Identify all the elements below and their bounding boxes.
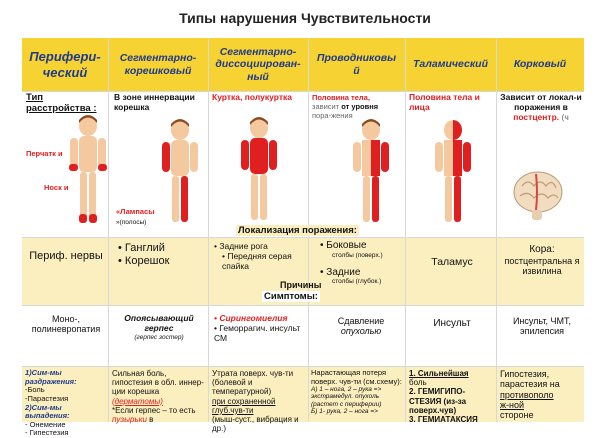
page-title: Типы нарушения Чувствительности — [179, 10, 431, 26]
polyneuropathy: Моно-, полиневропатия — [31, 314, 101, 335]
lateral-columns: Боковые — [326, 240, 367, 251]
conductive-symptoms — [311, 369, 404, 415]
from-level-label: от уровня — [339, 102, 379, 111]
peripheral-symptoms — [25, 369, 108, 438]
jacket-text: Куртка, полукуртка — [212, 92, 292, 102]
irritation-symptoms: 1)Сим-мы раздражения: — [25, 368, 77, 386]
in-label: в — [149, 414, 154, 424]
thalamic-symptoms — [409, 369, 495, 424]
contralateral-b: ж-ной — [500, 400, 525, 411]
stripes-sub: »(полосы) — [116, 219, 147, 226]
dermatomes: (дерматомы) — [112, 396, 163, 406]
herpes-sub: (герпес зостер) — [134, 333, 184, 341]
vesicles: пузырьки — [112, 414, 147, 424]
gloves-label: Перчатк и — [26, 149, 63, 158]
compression: Сдавление — [337, 316, 385, 326]
cortical-depends: Зависит от локал-и поражения в — [500, 92, 582, 112]
conductive-causes — [318, 316, 404, 337]
root-zone-text: В зоне иннервации корешка — [114, 92, 195, 112]
header-cortical: Корковый — [513, 58, 567, 71]
body-figure-peripheral — [66, 114, 110, 234]
postcentral-label: постцентр. — [513, 111, 560, 122]
dorsal-columns-sub: столбы (глубок.) — [332, 278, 382, 286]
hemihypesthesia: 2. ГЕМИГИПО-СТЕЗИЯ (из-за поверх.чув) — [409, 387, 467, 415]
header-segmental-dissociated: Сегментарно- диссоциирован- ный — [215, 45, 301, 83]
syringomyelia: Сирингомиелия — [219, 313, 288, 323]
thalamic-text: Половина тела и лица — [409, 92, 480, 112]
body-figure-dissociated — [236, 116, 282, 228]
sensitivity-table — [22, 38, 584, 438]
header-conductive: Проводниковы й — [316, 51, 397, 77]
dissociated-symptoms — [212, 369, 307, 433]
intramedullary: Б) 1- рука, 2 – нога => — [311, 407, 378, 415]
radicular-pain: Сильная боль, гипостезия в обл. иннер-ции корешка — [112, 369, 204, 397]
superficial-loss: Утрата поверх. чув-ти (болевой и температурной) — [212, 369, 294, 397]
extramedullary: А) 1 – нога, 2 – рука => экстрамедул. опухоль (растет с периферии) — [311, 386, 382, 408]
lateral-columns-sub: столбы (поверх.) — [332, 251, 383, 259]
cortex-localization — [500, 244, 584, 276]
dissociated-localization: • Задние рога • Передняя серая спайка — [214, 241, 292, 271]
cortical-text — [500, 93, 582, 122]
pain-item: -Боль — [25, 385, 45, 395]
header-peripheral: Перифери- ческий — [29, 48, 101, 80]
localization-title: Локализация поражения: — [238, 225, 357, 236]
depends-label: зависит — [312, 102, 340, 111]
spinal-stroke: Геморрагич. инсульт СМ — [214, 322, 301, 343]
numbness-item: - Онемение — [25, 419, 66, 429]
grey-commissure: Передняя серая спайка — [222, 250, 292, 271]
type-label: Тип расстройства : — [26, 92, 97, 114]
header-thalamic: Таламический — [412, 58, 488, 71]
herpes-zoster — [112, 314, 206, 341]
causes-label: Причины — [280, 280, 322, 290]
dissociated-causes: • Сирингомиелия • Геморрагич. инсульт СМ — [214, 313, 301, 343]
conductive-localization: • Боковые столбы (поверх.) • Задние столбы (глубок.) — [320, 240, 404, 285]
tumor: опухолью — [340, 326, 382, 337]
body-figure-conductive — [348, 118, 394, 228]
deep-sense-types: (мыш-суст., вибрация и др.) — [212, 414, 299, 434]
progressive-loss: Нарастающая потеря поверх. чув-ти (см.схему): — [311, 368, 402, 386]
deep-preserved: при сохраненной глуб.чув-ти — [212, 396, 276, 415]
hypesthesia-item: - Гипестезия — [25, 428, 69, 438]
hemiataxia: 3. ГЕМИАТАКСИЯ — [409, 414, 478, 424]
radicular-localization: • Ганглий • Корешок — [118, 242, 170, 268]
radicular-symptoms — [112, 369, 207, 424]
socks-label: Носк и — [44, 183, 69, 192]
symptoms-title: Симптомы: — [264, 291, 318, 302]
herpes-note: *Если герпес – то есть — [112, 405, 196, 415]
hypesthesia-paresthesia: Гипостезия, парастезия на — [500, 369, 560, 390]
brain-icon — [512, 166, 564, 222]
ganglion: Ганглий — [124, 242, 165, 254]
side-label: стороне — [500, 410, 534, 421]
header-segmental-radicular: Сегментарно- корешковый — [119, 51, 197, 77]
thalamus: Таламус — [431, 256, 473, 268]
pain-word: боль — [409, 378, 427, 388]
dorsal-columns: Задние — [326, 266, 361, 278]
postcentral-gyrus: постцентральна я извилина — [504, 255, 580, 276]
half-body-label: Половина тела, — [312, 93, 370, 102]
cortical-causes: Инсульт, ЧМТ, эпилепсия — [512, 316, 572, 337]
loss-symptoms: 2)Сим-мы выпадения: — [25, 402, 70, 421]
body-figure-thalamic — [430, 118, 476, 228]
contralateral-a: противополо — [500, 389, 554, 400]
cortical-symptoms — [500, 369, 584, 421]
dorsal-horns: Задние рога — [219, 241, 268, 251]
severe-pain: 1. Сильнейшая — [409, 369, 469, 378]
cortex-title: Кора: — [529, 244, 555, 255]
paresthesia-item: -Парастезия — [25, 393, 69, 403]
cortical-note: (ч — [561, 111, 569, 122]
lesion-label: пора-жения — [312, 111, 353, 120]
root: Корешок — [124, 255, 170, 268]
peripheral-nerves: Периф. нервы — [29, 250, 103, 262]
conductive-text — [312, 93, 404, 120]
stroke-thalamic: Инсульт — [433, 318, 471, 329]
herpes-title: Опоясывающий герпес — [124, 313, 194, 333]
stripes-label: «Лампасы — [116, 207, 155, 216]
